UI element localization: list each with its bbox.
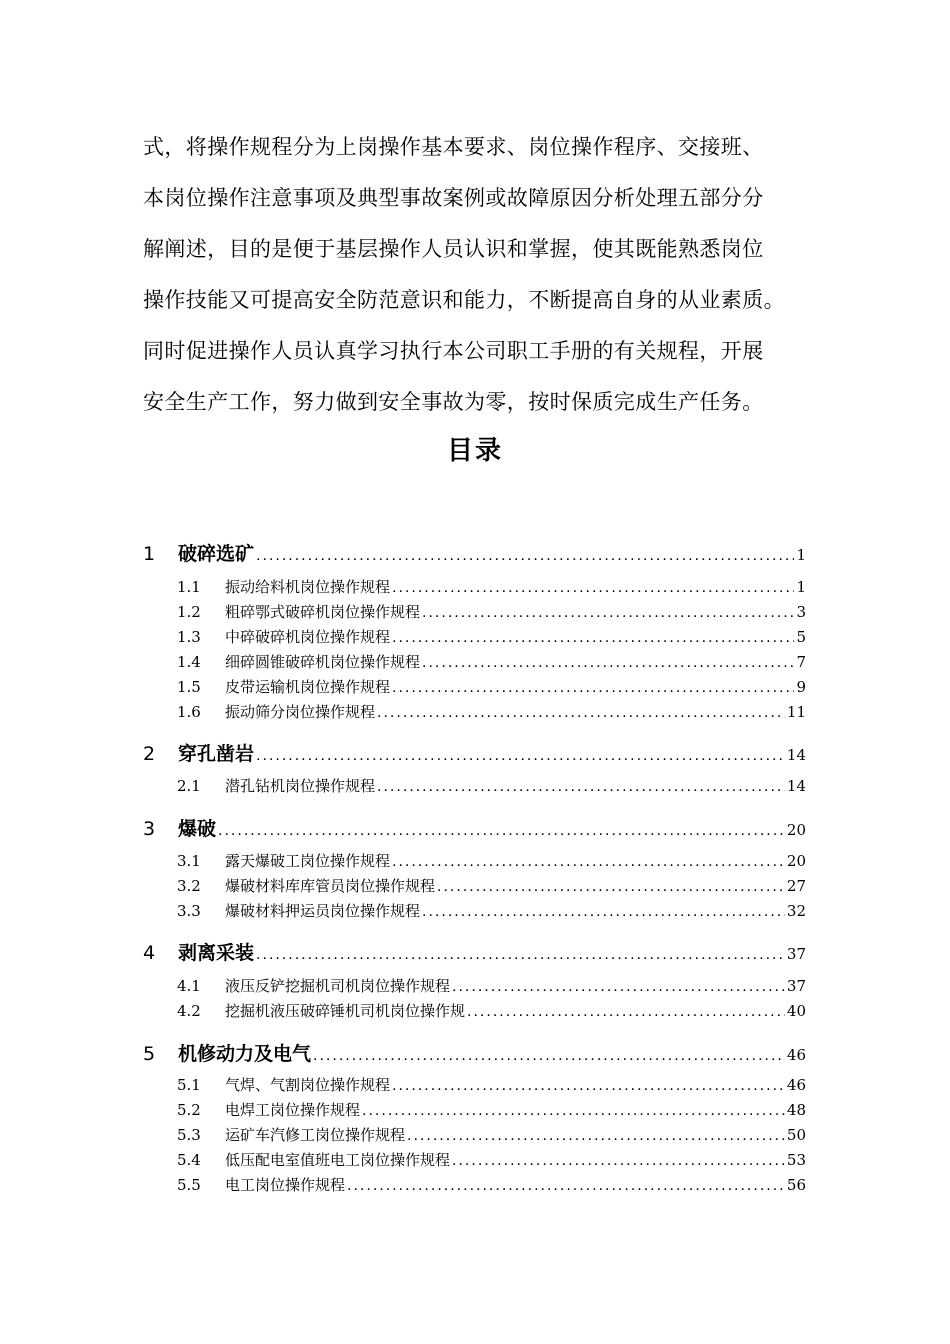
toc-entry-label: 运矿车汽修工岗位操作规程 (225, 1126, 406, 1144)
toc-page-number: 46 (786, 1076, 806, 1094)
toc-page-number: 40 (786, 1002, 806, 1020)
paragraph-line: 同时促进操作人员认真学习执行本公司职工手册的有关规程，开展 (143, 339, 764, 363)
intro-paragraph (143, 128, 823, 434)
paragraph-line: 操作技能又可提高安全防范意识和能力，不断提高自身的从业素质。 (143, 288, 785, 312)
toc-page-number: 11 (786, 703, 806, 721)
toc-entry-number: 4 (143, 942, 156, 964)
toc-entry-number: 1 (143, 543, 156, 565)
toc-dot-leader (392, 680, 794, 696)
toc-entry-number: 5 (143, 1043, 156, 1065)
toc-page-number: 1 (796, 546, 806, 564)
toc-entry-number: 3 (143, 818, 156, 840)
toc-section-entry[interactable] (143, 775, 806, 796)
toc-entry-label: 液压反铲挖掘机司机岗位操作规程 (225, 977, 451, 995)
paragraph-line: 式，将操作规程分为上岗操作基本要求、岗位操作程序、交接班、 (143, 135, 764, 159)
toc-entry-label: 振动给料机岗位操作规程 (225, 578, 391, 596)
toc-page-number: 3 (796, 603, 806, 621)
toc-dot-leader (392, 580, 794, 596)
toc-entry-number: 4.2 (177, 1002, 201, 1020)
toc-dot-leader (452, 1153, 785, 1169)
toc-chapter-entry[interactable] (143, 539, 806, 566)
toc-entry-label: 露天爆破工岗位操作规程 (225, 852, 391, 870)
toc-page-number: 14 (786, 777, 806, 795)
toc-section-entry[interactable] (143, 576, 806, 597)
toc-entry-label: 破碎选矿 (178, 543, 255, 565)
toc-chapter-entry[interactable] (143, 938, 806, 965)
toc-dot-leader (218, 823, 785, 839)
toc-page-number: 20 (786, 821, 806, 839)
toc-entry-number: 1.1 (177, 578, 201, 596)
toc-entry-label: 机修动力及电气 (178, 1043, 312, 1065)
toc-page-number: 1 (796, 578, 806, 596)
toc-section-entry[interactable] (143, 1149, 806, 1170)
toc-entry-number: 5.5 (177, 1176, 201, 1194)
toc-page-number: 27 (786, 877, 806, 895)
toc-page-number: 14 (786, 746, 806, 764)
paragraph-line: 安全生产工作，努力做到安全事故为零，按时保质完成生产任务。 (143, 390, 764, 414)
toc-dot-leader (392, 854, 785, 870)
toc-entry-number: 5.4 (177, 1151, 201, 1169)
toc-entry-label: 气焊、气割岗位操作规程 (225, 1076, 391, 1094)
toc-entry-label: 低压配电室值班电工岗位操作规程 (225, 1151, 451, 1169)
toc-page-number: 46 (786, 1046, 806, 1064)
toc-entry-number: 3.3 (177, 902, 201, 920)
toc-entry-number: 3.2 (177, 877, 201, 895)
toc-section-entry[interactable] (143, 701, 806, 722)
toc-page-number: 56 (786, 1176, 806, 1194)
toc-entry-label: 中碎破碎机岗位操作规程 (225, 628, 391, 646)
toc-page-number: 50 (786, 1126, 806, 1144)
toc-entry-number: 5.3 (177, 1126, 201, 1144)
toc-section-entry[interactable] (143, 1074, 806, 1095)
toc-entry-number: 1.6 (177, 703, 201, 721)
toc-section-entry[interactable] (143, 676, 806, 697)
toc-entry-label: 爆破材料库库管员岗位操作规程 (225, 877, 436, 895)
toc-entry-number: 1.2 (177, 603, 201, 621)
toc-page-number: 32 (786, 902, 806, 920)
toc-dot-leader (467, 1004, 785, 1020)
toc-entry-label: 皮带运输机岗位操作规程 (225, 678, 391, 696)
toc-page-number: 53 (786, 1151, 806, 1169)
toc-page-number: 7 (796, 653, 806, 671)
toc-section-entry[interactable] (143, 1124, 806, 1145)
toc-entry-number: 2.1 (177, 777, 201, 795)
toc-section-entry[interactable] (143, 875, 806, 896)
toc-section-entry[interactable] (143, 626, 806, 647)
toc-page-number: 48 (786, 1101, 806, 1119)
toc-section-entry[interactable] (143, 850, 806, 871)
toc-dot-leader (422, 904, 785, 920)
toc-entry-number: 3.1 (177, 852, 201, 870)
toc-dot-leader (313, 1048, 785, 1064)
toc-page-number: 37 (786, 945, 806, 963)
toc-dot-leader (392, 630, 794, 646)
toc-entry-number: 4.1 (177, 977, 201, 995)
toc-section-entry[interactable] (143, 1174, 806, 1195)
toc-chapter-entry[interactable] (143, 1039, 806, 1066)
toc-entry-number: 1.4 (177, 653, 201, 671)
toc-entry-number: 5.2 (177, 1101, 201, 1119)
paragraph-line: 本岗位操作注意事项及典型事故案例或故障原因分析处理五部分分 (143, 186, 764, 210)
toc-section-entry[interactable] (143, 1000, 806, 1021)
toc-page-number: 9 (796, 678, 806, 696)
toc-dot-leader (377, 705, 785, 721)
toc-chapter-entry[interactable] (143, 814, 806, 841)
toc-dot-leader (422, 655, 794, 671)
toc-dot-leader (256, 947, 785, 963)
toc-dot-leader (362, 1103, 785, 1119)
toc-entry-label: 振动筛分岗位操作规程 (225, 703, 376, 721)
toc-dot-leader (422, 605, 794, 621)
toc-dot-leader (452, 979, 785, 995)
toc-title: 目录 (446, 436, 503, 466)
toc-page-number: 20 (786, 852, 806, 870)
toc-entry-number: 5.1 (177, 1076, 201, 1094)
toc-dot-leader (377, 779, 785, 795)
toc-entry-label: 粗碎鄂式破碎机岗位操作规程 (225, 603, 421, 621)
toc-dot-leader (256, 748, 785, 764)
toc-entry-label: 剥离采装 (178, 942, 255, 964)
toc-dot-leader (256, 548, 794, 564)
toc-entry-number: 1.5 (177, 678, 201, 696)
toc-dot-leader (437, 879, 785, 895)
toc-entry-label: 电焊工岗位操作规程 (225, 1101, 361, 1119)
toc-entry-label: 穿孔凿岩 (178, 743, 255, 765)
toc-entry-number: 2 (143, 743, 156, 765)
toc-section-entry[interactable] (143, 651, 806, 672)
toc-entry-label: 电工岗位操作规程 (225, 1176, 346, 1194)
toc-page-number: 37 (786, 977, 806, 995)
toc-dot-leader (407, 1128, 785, 1144)
toc-dot-leader (347, 1178, 785, 1194)
toc-entry-label: 爆破 (178, 818, 217, 840)
toc-section-entry[interactable] (143, 601, 806, 622)
toc-section-entry[interactable] (143, 1099, 806, 1120)
paragraph-line: 解阐述，目的是便于基层操作人员认识和掌握，使其既能熟悉岗位 (143, 237, 764, 261)
toc-entry-label: 爆破材料押运员岗位操作规程 (225, 902, 421, 920)
toc-chapter-entry[interactable] (143, 739, 806, 766)
toc-section-entry[interactable] (143, 975, 806, 996)
toc-entry-label: 潜孔钻机岗位操作规程 (225, 777, 376, 795)
toc-section-entry[interactable] (143, 900, 806, 921)
toc-page-number: 5 (796, 628, 806, 646)
toc-dot-leader (392, 1078, 785, 1094)
toc-entry-label: 挖掘机液压破碎锤机司机岗位操作规 (225, 1002, 466, 1020)
toc-entry-label: 细碎圆锥破碎机岗位操作规程 (225, 653, 421, 671)
toc-entry-number: 1.3 (177, 628, 201, 646)
